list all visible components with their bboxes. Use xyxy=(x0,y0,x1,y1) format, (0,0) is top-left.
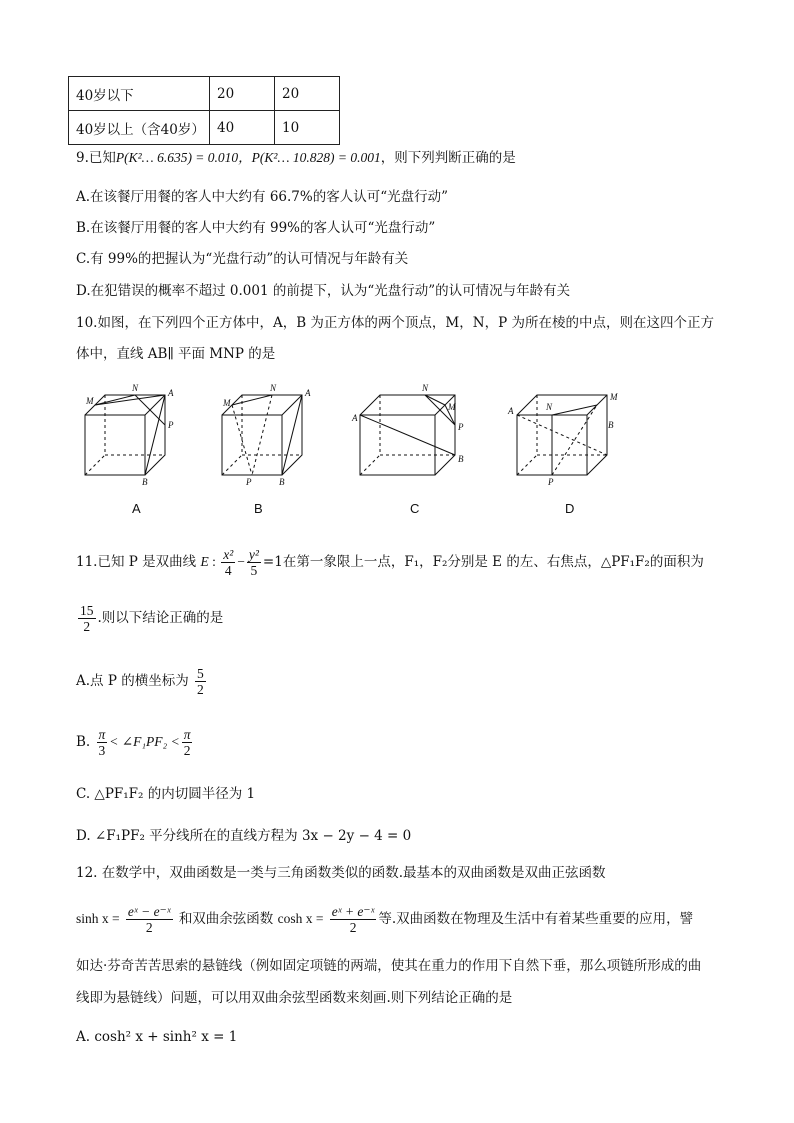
frac-numerator: 5 xyxy=(197,666,204,681)
table-cell: 10 xyxy=(275,111,340,145)
q11-opt-a-frac xyxy=(195,666,206,697)
cosh-frac xyxy=(330,904,377,935)
frac-denominator: 2 xyxy=(145,920,153,935)
q12-stem-line4: 线即为悬链线）问题，可以用双曲余弦型函数来刻画.则下列结论正确的是 xyxy=(76,990,513,1006)
frac-denominator: 4 xyxy=(224,563,232,578)
frac-denominator: 2 xyxy=(183,743,191,758)
q11-frac-y xyxy=(247,547,261,578)
q11-stem-end: .则以下结论正确的是 xyxy=(97,610,224,626)
figure-caption-b: B xyxy=(254,501,263,516)
q11-option-c: C. △PF₁F₂ 的内切圆半径为 1 xyxy=(76,786,256,802)
q11-stem-cont xyxy=(76,600,223,636)
q12-mid-text: 和双曲余弦函数 xyxy=(178,911,274,927)
q11-option-d: D. ∠F₁PF₂ 平分线所在的直线方程为 3x − 2y − 4 = 0 xyxy=(76,828,412,844)
q9-stem xyxy=(76,148,516,168)
svg-text:M: M xyxy=(610,392,618,402)
svg-text:P: P xyxy=(168,420,174,430)
q12-option-a: A. cosh² x + sinh² x = 1 xyxy=(76,1029,238,1045)
frac-numerator: x² xyxy=(223,547,234,562)
q11-stem-middle: =1在第一象限上一点，F₁，F₂分别是 E 的左、右焦点，△PF₁F₂的面积为 xyxy=(262,554,704,570)
sinh-frac xyxy=(126,904,173,935)
svg-text:A: A xyxy=(352,413,358,423)
svg-text:B: B xyxy=(608,420,614,430)
q11-stem-start: 11.已知 P 是双曲线 xyxy=(76,554,197,570)
svg-text:N: N xyxy=(546,402,553,412)
svg-text:B: B xyxy=(279,477,285,487)
table-row xyxy=(69,111,340,145)
cube-a xyxy=(85,395,165,475)
q9-stem-prefix: 9.已知 xyxy=(76,150,116,166)
svg-text:P: P xyxy=(458,422,464,432)
q11-opt-b-left xyxy=(97,727,108,758)
svg-text:A: A xyxy=(508,406,514,416)
frac-numerator: 15 xyxy=(80,603,94,618)
q9-stem-suffix: ，则下列判断正确的是 xyxy=(380,150,516,166)
q11-frac-x xyxy=(221,547,235,578)
q10-stem-line2: 体中，直线 AB∥ 平面 MNP 的是 xyxy=(76,346,276,362)
cube-d xyxy=(517,395,607,475)
q9-option-d: D.在犯错误的概率不超过 0.001 的前提下，认为“光盘行动”的认可情况与年龄有关 xyxy=(76,283,571,299)
cube-figures xyxy=(80,380,640,487)
option-text: A.点 P 的横坐标为 xyxy=(76,673,189,689)
svg-text:B: B xyxy=(458,454,464,464)
svg-text:P: P xyxy=(548,477,554,487)
frac-numerator: eˣ − e⁻ˣ xyxy=(127,904,171,919)
q11-option-b xyxy=(76,724,194,760)
q11-area-frac xyxy=(78,603,96,634)
q12-stem-line3: 如达·芬奇苦苦思索的悬链线（例如固定项链的两端，使其在重力的作用下自然下垂，那么项链所形成的曲 xyxy=(76,958,702,974)
q9-option-a: A.在该餐厅用餐的客人中大约有 66.7%的客人认可“光盘行动” xyxy=(76,189,449,205)
table-cell: 40 xyxy=(210,111,275,145)
figure-caption-d: D xyxy=(565,501,575,516)
figure-caption-c: C xyxy=(410,501,420,516)
svg-text:M: M xyxy=(86,396,94,406)
q11-hyperbola-name: E xyxy=(200,554,209,569)
svg-text:M: M xyxy=(448,402,456,412)
table-cell: 40岁以上（含40岁） xyxy=(69,111,210,145)
table-cell: 20 xyxy=(275,77,340,111)
data-table xyxy=(68,76,340,145)
sinh-lhs: sinh x = xyxy=(76,911,120,926)
q12-stem-line2 xyxy=(76,901,693,937)
table-cell: 40岁以下 xyxy=(69,77,210,111)
q11-stem: 11.已知 P 是双曲线 E : $\frac{\text{x²}}{4}$ − $\frac{\text{y²}}{5}$ =1在第一象限上一点，F₁，F₂分别是 E 的左、右焦点，△PF₁F₂的面积为 xyxy=(76,547,704,578)
cosh-lhs: cosh x = xyxy=(277,911,324,926)
frac-denominator: 2 xyxy=(83,619,91,634)
figure-caption-a: A xyxy=(132,501,141,516)
frac-denominator: 3 xyxy=(98,743,106,758)
q11-option-a xyxy=(76,663,208,699)
q9-option-b: B.在该餐厅用餐的客人中大约有 99%的客人认可“光盘行动” xyxy=(76,220,436,236)
svg-text:A: A xyxy=(305,388,311,398)
svg-text:B: B xyxy=(142,477,148,487)
frac-denominator: 2 xyxy=(349,920,357,935)
svg-text:N: N xyxy=(132,383,139,393)
frac-numerator: π xyxy=(98,727,106,742)
svg-text:N: N xyxy=(270,383,277,393)
q9-formula: P(K²… 6.635) = 0.010，P(K²… 10.828) = 0.001 xyxy=(115,150,381,165)
q10-stem-line1: 10.如图，在下列四个正方体中，A，B 为正方体的两个顶点，M，N，P 为所在棱的中点，则在这四个正方 xyxy=(76,315,714,331)
cube-b xyxy=(222,395,302,475)
q9-option-c: C.有 99%的把握认为“光盘行动”的认可情况与年龄有关 xyxy=(76,251,409,267)
svg-text:P: P xyxy=(246,477,252,487)
cube-c xyxy=(360,395,455,475)
option-inequality: < ∠F₁PF₂ < xyxy=(109,734,180,749)
table-row xyxy=(69,77,340,111)
frac-numerator: eˣ + e⁻ˣ xyxy=(331,904,375,919)
frac-denominator: 2 xyxy=(197,682,204,697)
q12-tail-text: 等.双曲函数在物理及生活中有着某些重要的应用，譬 xyxy=(378,911,694,927)
q11-opt-b-right xyxy=(182,727,193,758)
frac-numerator: y² xyxy=(248,547,259,562)
frac-numerator: π xyxy=(183,727,191,742)
svg-text:M: M xyxy=(223,398,231,408)
option-label: B. xyxy=(76,734,91,750)
svg-text:A: A xyxy=(168,388,174,398)
svg-text:N: N xyxy=(422,383,429,393)
q12-stem-line1: 12. 在数学中，双曲函数是一类与三角函数类似的函数.最基本的双曲函数是双曲正弦函数 xyxy=(76,865,606,881)
table-cell: 20 xyxy=(210,77,275,111)
frac-denominator: 5 xyxy=(250,563,258,578)
